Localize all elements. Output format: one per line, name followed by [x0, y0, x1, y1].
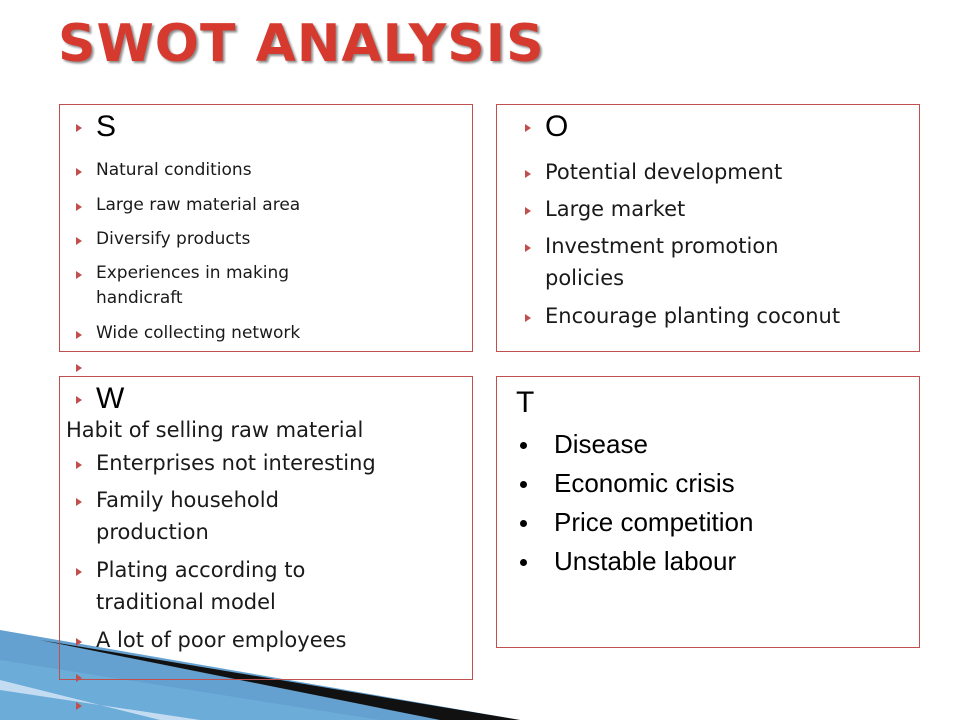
strengths-item: Diversify products [96, 229, 251, 249]
weaknesses-item-continued: production [96, 520, 209, 544]
threats-heading: T [516, 386, 535, 419]
weaknesses-item: A lot of poor employees [96, 628, 347, 652]
strengths-box [59, 104, 473, 352]
opportunities-item: Investment promotion [545, 234, 779, 258]
arrow-bullet-icon [76, 568, 82, 576]
strengths-item: Experiences in making [96, 263, 290, 283]
arrow-bullet-icon [76, 674, 82, 682]
arrow-bullet-icon [76, 638, 82, 646]
opportunities-item: Encourage planting coconut [545, 304, 841, 328]
weaknesses-item: Plating according to [96, 558, 306, 582]
weaknesses-item-continued: traditional model [96, 590, 276, 614]
arrow-bullet-icon [76, 271, 82, 279]
dot-bullet-icon [520, 520, 527, 527]
arrow-bullet-icon [525, 207, 531, 215]
threats-item: Economic crisis [554, 468, 735, 498]
threats-item: Unstable labour [554, 546, 737, 576]
threats-item: Disease [554, 429, 648, 459]
opportunities-heading: O [545, 110, 569, 143]
arrow-bullet-icon [525, 314, 531, 322]
threats-item: Price competition [554, 507, 754, 537]
strengths-item: Wide collecting network [96, 323, 301, 343]
weaknesses-heading: W [96, 382, 125, 415]
dot-bullet-icon [520, 481, 527, 488]
strengths-heading: S [96, 110, 117, 143]
arrow-bullet-icon [525, 244, 531, 252]
arrow-bullet-icon [525, 124, 531, 132]
arrow-bullet-icon [76, 124, 82, 132]
arrow-bullet-icon [76, 498, 82, 506]
arrow-bullet-icon [76, 203, 82, 211]
page-title: SWOT ANALYSIS [58, 14, 545, 74]
strengths-item: Natural conditions [96, 160, 252, 180]
arrow-bullet-icon [76, 168, 82, 176]
opportunities-item: Potential development [545, 160, 783, 184]
arrow-bullet-icon [76, 331, 82, 339]
weaknesses-item: Enterprises not interesting [96, 451, 376, 475]
dot-bullet-icon [520, 442, 527, 449]
arrow-bullet-icon [525, 170, 531, 178]
arrow-bullet-icon [76, 364, 82, 372]
arrow-bullet-icon [76, 461, 82, 469]
weaknesses-item: Family household [96, 488, 279, 512]
arrow-bullet-icon [76, 702, 82, 710]
weaknesses-intro: Habit of selling raw material [66, 418, 364, 442]
opportunities-item: Large market [545, 197, 686, 221]
arrow-bullet-icon [76, 396, 82, 404]
opportunities-item-continued: policies [545, 266, 625, 290]
strengths-item-continued: handicraft [96, 288, 183, 308]
dot-bullet-icon [520, 559, 527, 566]
arrow-bullet-icon [76, 237, 82, 245]
strengths-item: Large raw material area [96, 195, 301, 215]
